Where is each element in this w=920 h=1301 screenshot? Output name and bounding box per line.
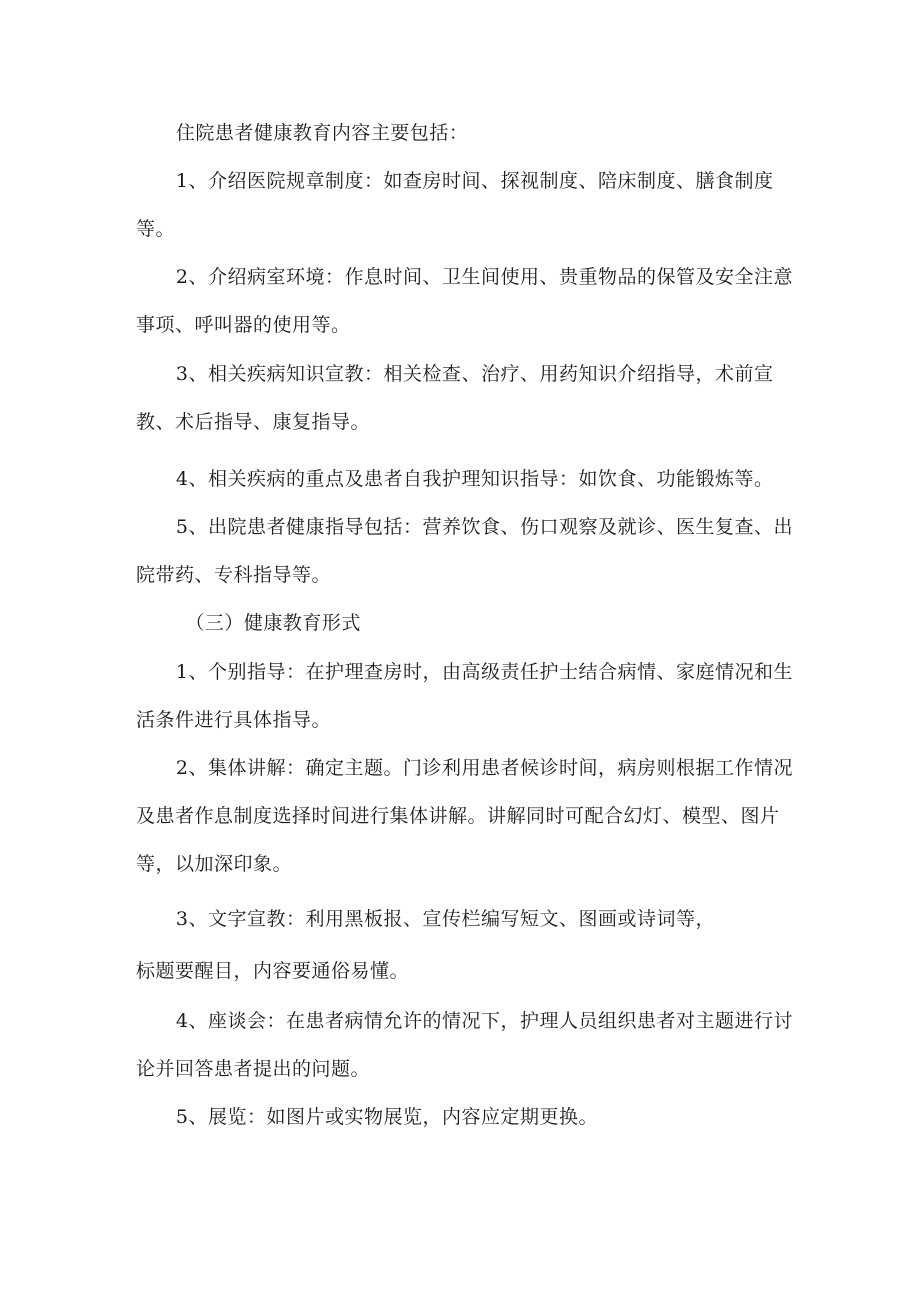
content-item-2: 2、介绍病室环境：作息时间、卫生间使用、贵重物品的保管及安全注意事项、呼叫器的使用等。 [136, 266, 793, 336]
form-item-3: 3、文字宣教：利用黑板报、宣传栏编写短文、图画或诗词等， [175, 908, 715, 930]
content-item-4: 4、相关疾病的重点及患者自我护理知识指导：如饮食、功能锻炼等。 [175, 468, 774, 490]
form-item-2: 2、集体讲解：确定主题。门诊利用患者候诊时间，病房则根据工作情况及患者作息制度选择时间进行集体讲解。讲解同时可配合幻灯、模型、图片等，以加深印象。 [136, 757, 793, 875]
content-item-1: 1、介绍医院规章制度：如查房时间、探视制度、陪床制度、膳食制度等。 [136, 170, 774, 240]
intro-paragraph: 住院患者健康教育内容主要包括： [175, 122, 469, 144]
section-heading: （三）健康教育形式 [185, 612, 361, 634]
form-item-4: 4、座谈会：在患者病情允许的情况下，护理人员组织患者对主题进行讨论并回答患者提出的问题。 [136, 1010, 793, 1080]
form-item-5: 5、展览：如图片或实物展览，内容应定期更换。 [175, 1106, 598, 1128]
content-item-3: 3、相关疾病知识宣教：相关检查、治疗、用药知识介绍指导，术前宣教、术后指导、康复指导。 [136, 363, 774, 433]
content-item-5: 5、出院患者健康指导包括：营养饮食、伤口观察及就诊、医生复查、出院带药、专科指导等。 [136, 516, 793, 586]
form-item-3-continuation: 标题要醒目，内容要通俗易懂。 [136, 960, 410, 982]
form-item-1: 1、个别指导：在护理查房时，由高级责任护士结合病情、家庭情况和生活条件进行具体指导。 [136, 661, 793, 731]
